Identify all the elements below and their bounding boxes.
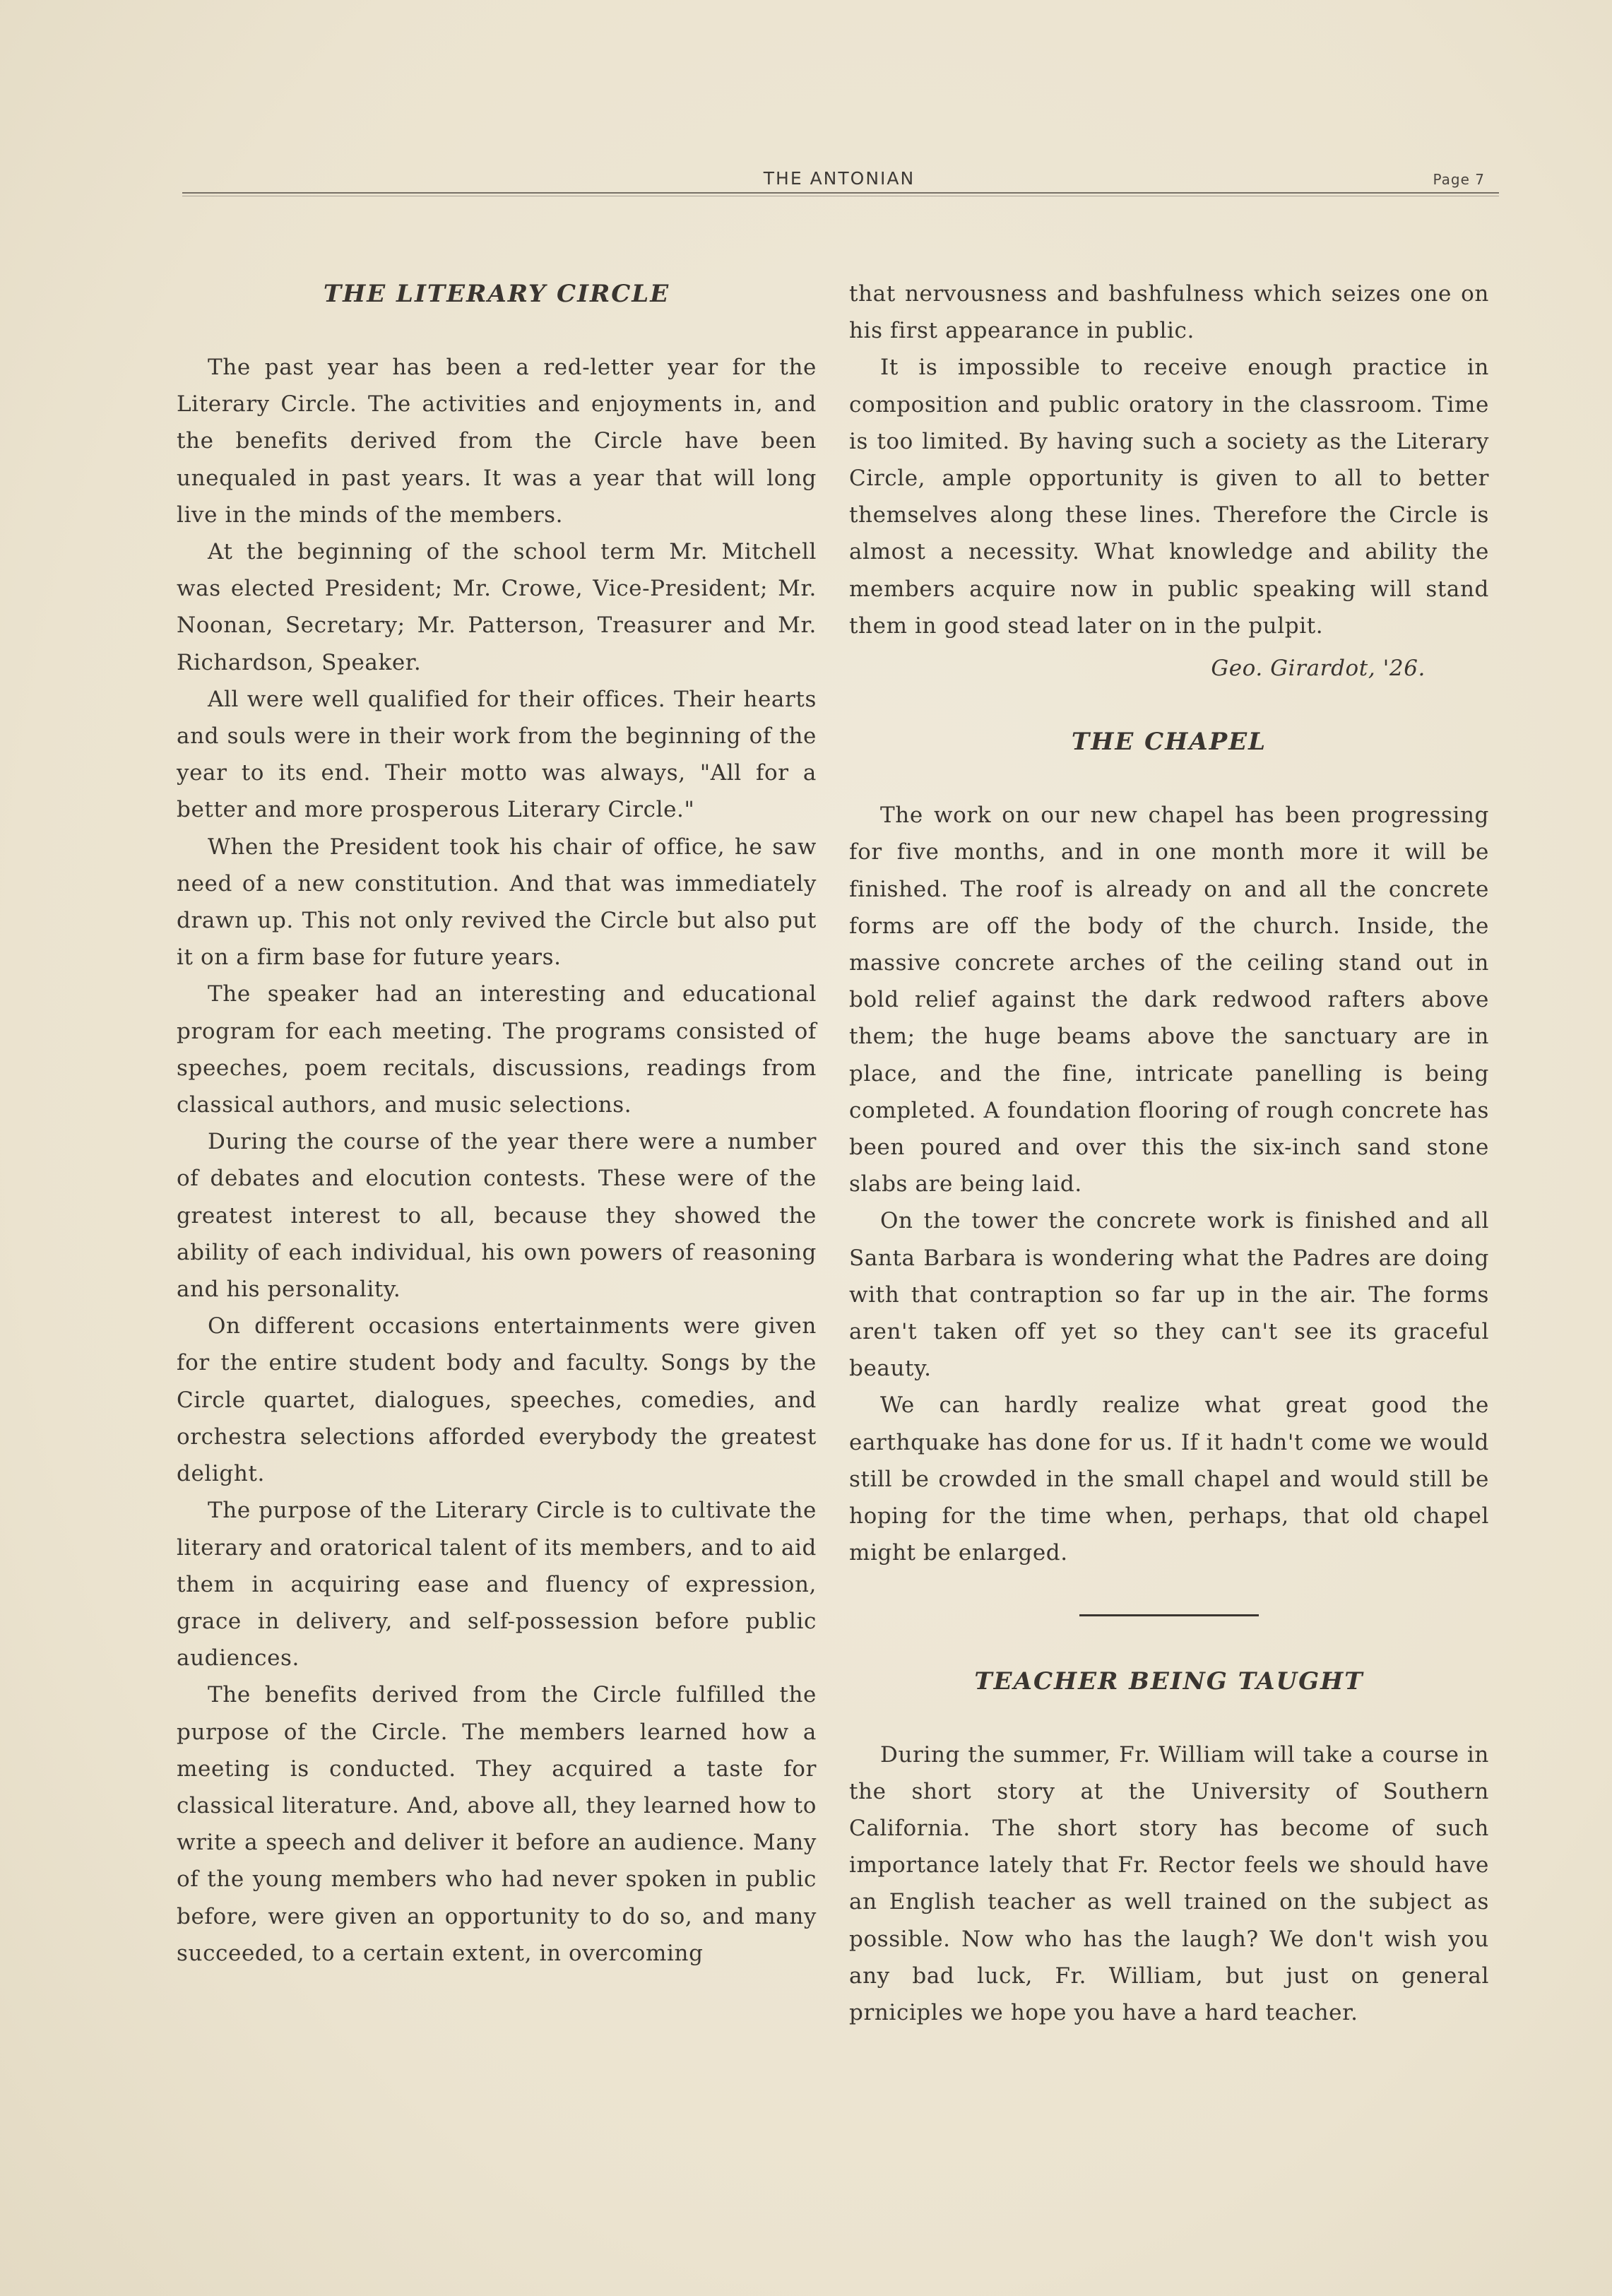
chapel-heading: THE CHAPEL	[1071, 728, 1267, 757]
literary-circle-paragraph: The purpose of the Literary Circle is to cultivate the literary and oratorical talent of its members, and to aid them in acquiring ease and fluency of expression, grace in delivery, and self-possession before public audiences.	[177, 1498, 817, 1671]
section-divider	[1079, 1614, 1259, 1616]
publication-title: THE ANTONIAN	[763, 168, 915, 189]
header-rule	[182, 192, 1499, 194]
chapel-paragraph: We can hardly realize what great good the earthquake has done for us. If it hadn't come we would still be crowded in the small chapel and would still be hoping for the time when, perhaps, that old chapel might be enlarged.	[849, 1392, 1489, 1566]
literary-circle-paragraph: The past year has been a red-letter year for the Literary Circle. The activities and enjoyments in, and the benefits derived from the Circle have been unequaled in past years. It was a year that will long live in the minds of the members.	[177, 355, 817, 528]
page-number: Page 7	[1433, 171, 1485, 188]
author-signature: Geo. Girardot, '26.	[1211, 656, 1426, 682]
literary-circle-continued: It is impossible to receive enough practice in composition and public oratory in the classroom. Time is too limited. By having such a society as the Literary Circle, ample opportunity is given to all to better themselves along these lines. Therefore the Circle is almost a necessity. What knowledge and ability the members acquire now in public speaking will stand them in good stead later on in the pulpit.	[849, 355, 1489, 639]
chapel-paragraph: The work on our new chapel has been progressing for five months, and in one month more it will be finished. The roof is already on and all the concrete forms are off the body of the church. Inside, the massive concrete arches of the ceiling stand out in bold relief against the dark redwood rafters above them; the huge beams above the sanctuary are in place, and the fine, intricate panelling is being completed. A foundation flooring of rough concrete has been poured and over this the six-inch sand stone slabs are being laid.	[849, 803, 1489, 1197]
literary-circle-paragraph: At the beginning of the school term Mr. Mitchell was elected President; Mr. Crowe, Vice-President; Mr. Noonan, Secretary; Mr. Patterson, Treasurer and Mr. Richardson, Speaker.	[177, 539, 817, 675]
literary-circle-paragraph: The benefits derived from the Circle fulfilled the purpose of the Circle. The members learned how a meeting is conducted. They acquired a taste for classical literature. And, above all, they learned how to write a speech and deliver it before an audience. Many of the young members who had never spoken in public before, were given an opportunity to do so, and many succeeded, to a certain extent, in overcoming	[177, 1682, 817, 1966]
right-column	[849, 276, 1489, 2031]
literary-circle-paragraph: The speaker had an interesting and educational program for each meeting. The programs consisted of speeches, poem recitals, discussions, readings from classical authors, and music selections.	[177, 981, 817, 1118]
teacher-paragraph: During the summer, Fr. William will take a course in the short story at the University of Southern California. The short story has become of such importance lately that Fr. Rector feels we should have an English teacher as well trained on the subject as possible. Now who has the laugh? We don't wish you any bad luck, Fr. William, but just on general prniciples we hope you have a hard teacher.	[849, 1741, 1489, 2025]
literary-circle-paragraph: All were well qualified for their offices. Their hearts and souls were in their work from the beginning of the year to its end. Their motto was always, "All for a better and more prosperous Literary Circle."	[177, 686, 817, 823]
literary-circle-paragraph: When the President took his chair of office, he saw need of a new constitution. And that was immediately drawn up. This not only revived the Circle but also put it on a firm base for future years.	[177, 834, 817, 971]
chapel-paragraph: On the tower the concrete work is finished and all Santa Barbara is wondering what the Padres are doing with that contraption so far up in the air. The forms aren't taken off yet so they can't see its graceful beauty.	[849, 1208, 1489, 1382]
teacher-heading: TEACHER BEING TAUGHT	[974, 1667, 1364, 1696]
literary-circle-paragraph: On different occasions entertainments were given for the entire student body and faculty. Songs by the Circle quartet, dialogues, speeches, comedies, and orchestra selections afforded everybody the greatest delight.	[177, 1313, 817, 1487]
literary-circle-continued: that nervousness and bashfulness which seizes one on his first appearance in public.	[849, 281, 1489, 344]
literary-circle-paragraph: During the course of the year there were a number of debates and elocution contests. These were of the greatest interest to all, because they showed the ability of each individual, his own powers of reasoning and his personality.	[177, 1129, 817, 1303]
literary-circle-heading: THE LITERARY CIRCLE	[323, 280, 670, 308]
left-column	[177, 276, 817, 1972]
